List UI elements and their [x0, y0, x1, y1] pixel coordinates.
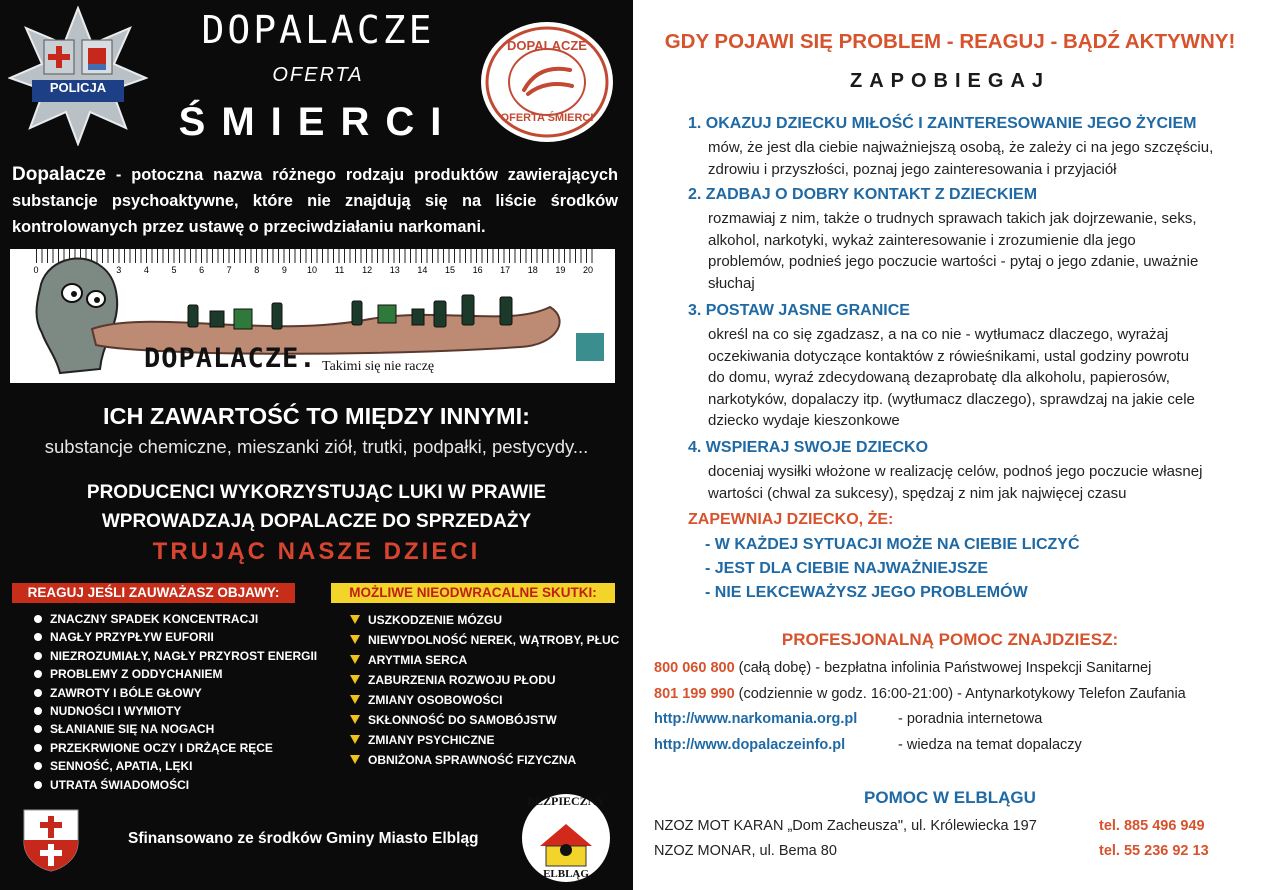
link-row-1: [654, 711, 1042, 727]
left-panel: [0, 0, 633, 890]
help-heading: PROFESJONALNĄ POMOC ZNAJDZIESZ:: [781, 630, 1119, 649]
link-desc: - wiedza na temat dopalaczy: [898, 737, 1082, 753]
ruler-number: 19: [555, 265, 566, 275]
ruler-number: 9: [281, 265, 287, 275]
list-item: NIEWYDOLNOŚĆ NEREK, WĄTROBY, PŁUC: [350, 630, 620, 650]
tip-4-body: [708, 461, 1248, 504]
elblag-crest-icon: [22, 808, 80, 872]
list-item: SENNOŚĆ, APATIA, LĘKI: [34, 757, 324, 775]
tip-line: problemów, podnieś jego poczucie wartości - pytaj o jego zdanie, uważnie: [708, 253, 1199, 270]
list-item: ZAWROTY I BÓLE GŁOWY: [34, 684, 324, 702]
ruler-number: 20: [582, 265, 593, 275]
list-item: NAGŁY PRZYPŁYW EUFORII: [34, 628, 324, 646]
content-heading: ICH ZAWARTOŚĆ TO MIĘDZY INNYMI:: [103, 403, 530, 429]
list-item: PROBLEMY Z ODDYCHANIEM: [34, 665, 324, 683]
safe-logo-top: BEZPIECZNY: [526, 794, 606, 808]
link-dopalaczeinfo[interactable]: http://www.dopalaczeinfo.pl: [654, 737, 846, 753]
elblag-heading: POMOC W ELBLĄGU: [864, 788, 1036, 807]
effects-list: [350, 610, 620, 770]
stamp-top-text: DOPALACZE: [507, 38, 587, 53]
list-item: ZNACZNY SPADEK KONCENTRACJI: [34, 610, 324, 628]
ruler-number: 10: [306, 265, 317, 275]
ruler-number: 8: [254, 265, 260, 275]
ruler-number: 3: [116, 265, 122, 275]
list-item: PRZEKRWIONE OCZY I DRŻĄCE RĘCE: [34, 739, 324, 757]
tip-line: określ na co się zgadzasz, a na co nie - wytłumacz dlaczego, wyrażaj: [708, 326, 1169, 343]
producers-text: [60, 478, 573, 536]
link-row-2: [654, 737, 1082, 753]
tip-line: słuchaj: [708, 274, 755, 292]
list-item: ZABURZENIA ROZWOJU PŁODU: [350, 670, 620, 690]
assure-item: - W KAŻDEJ SYTUACJI MOŻE NA CIEBIE LICZYĆ: [705, 536, 1080, 553]
ruler-number: 18: [527, 265, 538, 275]
tip-3-title: 3. POSTAW JASNE GRANICE: [688, 302, 910, 319]
right-panel: [633, 0, 1267, 890]
list-item: NUDNOŚCI I WYMIOTY: [34, 702, 324, 720]
intro-text: - potoczna nazwa różnego rodzaju produktów zawierających substancje psychoaktywne, które nie znajdują się na liście środków kontrolowanych przez ustawę o przeciwdziałaniu narkomani.: [12, 166, 618, 236]
tip-1-title: 1. OKAZUJ DZIECKU MIŁOŚĆ I ZAINTERESOWANIE JEGO ŻYCIEM: [688, 115, 1197, 132]
title-dopalacze: DOPALACZE: [201, 8, 435, 52]
ruler-number: 16: [472, 265, 483, 275]
ruler-number: 0: [33, 265, 39, 275]
prevent-heading: ZAPOBIEGAJ: [849, 70, 1051, 92]
ruler-word: DOPALACZE.: [144, 343, 317, 374]
ruler-illustration: [10, 249, 615, 383]
elblag-center-2: NZOZ MONAR, ul. Bema 80: [654, 843, 837, 859]
ruler-number: 5: [171, 265, 177, 275]
elblag-phone-2: tel. 55 236 92 13: [1099, 843, 1209, 859]
link-desc: - poradnia internetowa: [898, 711, 1043, 727]
police-star-badge-icon: [8, 6, 148, 146]
ruler-number: 12: [362, 265, 373, 275]
list-item: UTRATA ŚWIADOMOŚCI: [34, 776, 324, 794]
ruler-number: 4: [143, 265, 149, 275]
content-list: substancje chemiczne, mieszanki ziół, trutki, podpałki, pestycydy...: [44, 436, 589, 457]
list-item: NIEZROZUMIAŁY, NAGŁY PRZYROST ENERGII: [34, 647, 324, 665]
ruler-number: 7: [226, 265, 232, 275]
hotline-number: 801 199 990: [654, 686, 735, 702]
list-item: SŁANIANIE SIĘ NA NOGACH: [34, 720, 324, 738]
intro-paragraph: [12, 162, 618, 240]
ruler-number: 14: [417, 265, 428, 275]
tip-line: mów, że jest dla ciebie najważniejszą osobą, że zależy ci na jego szczęściu,: [708, 139, 1214, 156]
tip-line: wartości (chwal za sukcesy), spędzaj z nim jak najwięcej czasu: [708, 484, 1127, 502]
list-item: USZKODZENIE MÓZGU: [350, 610, 620, 630]
assure-item: - NIE LEKCEWAŻYSZ JEGO PROBLEMÓW: [705, 584, 1028, 601]
assure-item: - JEST DLA CIEBIE NAJWAŻNIEJSZE: [705, 560, 988, 577]
ruler-number: 13: [389, 265, 400, 275]
hotline-desc: (całą dobę) - bezpłatna infolinia Państwowej Inspekcji Sanitarnej: [734, 660, 1152, 676]
tip-2-title: 2. ZADBAJ O DOBRY KONTAKT Z DZIECKIEM: [688, 186, 1038, 203]
list-item: ARYTMIA SERCA: [350, 650, 620, 670]
tip-line: rozmawiaj z nim, także o trudnych sprawach takich jak dojrzewanie, seks,: [708, 210, 1197, 227]
tip-line: oczekiwania dotyczące kontaktów z rówieśnikami, ustal godziny powrotu: [708, 347, 1190, 365]
safe-logo-bottom: ELBLĄG: [543, 868, 589, 880]
assure-heading: ZAPEWNIAJ DZIECKO, ŻE:: [688, 511, 894, 528]
ruler-motto: Takimi się nie raczę: [322, 359, 435, 374]
ruler-number: 17: [500, 265, 511, 275]
tip-line: do domu, wyraź zdecydowaną dezaprobatę dla alkoholu, papierosów,: [708, 369, 1170, 386]
effects-heading: MOŻLIWE NIEODWRACALNE SKUTKI:: [331, 583, 615, 603]
stamp-bottom-text: OFERTA ŚMIERCI: [500, 112, 594, 124]
symptoms-list: [34, 610, 324, 794]
police-label: POLICJA: [49, 80, 107, 95]
tip-line: doceniaj wysiłki włożone w realizację celów, podnoś jego poczucie własnej: [708, 463, 1203, 480]
hotline-2: [654, 686, 1186, 702]
elblag-center-1: NZOZ MOT KARAN „Dom Zacheusza", ul. Królewiecka 197: [654, 818, 1037, 834]
tip-line: narkotyków, dopalaczy itp. (wytłumacz dlaczego), sprawdzaj na jakie cele: [708, 390, 1195, 408]
tip-2-body: [708, 208, 1248, 294]
right-heading: GDY POJAWI SIĘ PROBLEM - REAGUJ - BĄDŹ AKTYWNY!: [664, 30, 1236, 53]
tip-line: alkohol, narkotyki, wykaż zainteresowanie i zrozumienie dla jego: [708, 231, 1136, 249]
elblag-phone-1: tel. 885 496 949: [1099, 818, 1205, 834]
tip-1-body: [708, 137, 1248, 180]
list-item: OBNIŻONA SPRAWNOŚĆ FIZYCZNA: [350, 750, 620, 770]
tip-4-title: 4. WSPIERAJ SWOJE DZIECKO: [688, 439, 929, 456]
tip-line: dziecko wydaje kieszonkowe: [708, 412, 900, 429]
title-oferta: OFERTA: [272, 64, 364, 86]
hotline-number: 800 060 800: [654, 660, 735, 676]
ruler-number: 6: [199, 265, 205, 275]
ruler-number: 11: [334, 265, 345, 275]
intro-lead: Dopalacze: [12, 164, 106, 185]
list-item: SKŁONNOŚĆ DO SAMOBÓJSTW: [350, 710, 620, 730]
link-narkomania[interactable]: http://www.narkomania.org.pl: [654, 711, 858, 727]
title-smierci: ŚMIERCI: [178, 100, 458, 144]
hotline-desc: (codziennie w godz. 16:00-21:00) - Antynarkotykowy Telefon Zaufania: [734, 686, 1186, 702]
tip-line: zdrowiu i przyszłości, poznaj jego zainteresowania i przyjaciół: [708, 160, 1117, 178]
producers-line-2: WPROWADZAJĄ DOPALACZE DO SPRZEDAŻY: [101, 511, 532, 532]
producers-line-1: PRODUCENCI WYKORZYSTUJĄC LUKI W PRAWIE: [86, 482, 547, 503]
list-item: ZMIANY PSYCHICZNE: [350, 730, 620, 750]
hotline-1: [654, 660, 1151, 676]
poisoning-headline: TRUJĄC NASZE DZIECI: [152, 538, 481, 565]
funding-note: Sfinansowano ze środków Gminy Miasto Elbląg: [128, 830, 479, 847]
symptoms-heading: REAGUJ JEŚLI ZAUWAŻASZ OBJAWY:: [12, 583, 295, 603]
list-item: ZMIANY OSOBOWOŚCI: [350, 690, 620, 710]
ruler-number: 15: [444, 265, 455, 275]
tip-3-body: [708, 324, 1248, 432]
